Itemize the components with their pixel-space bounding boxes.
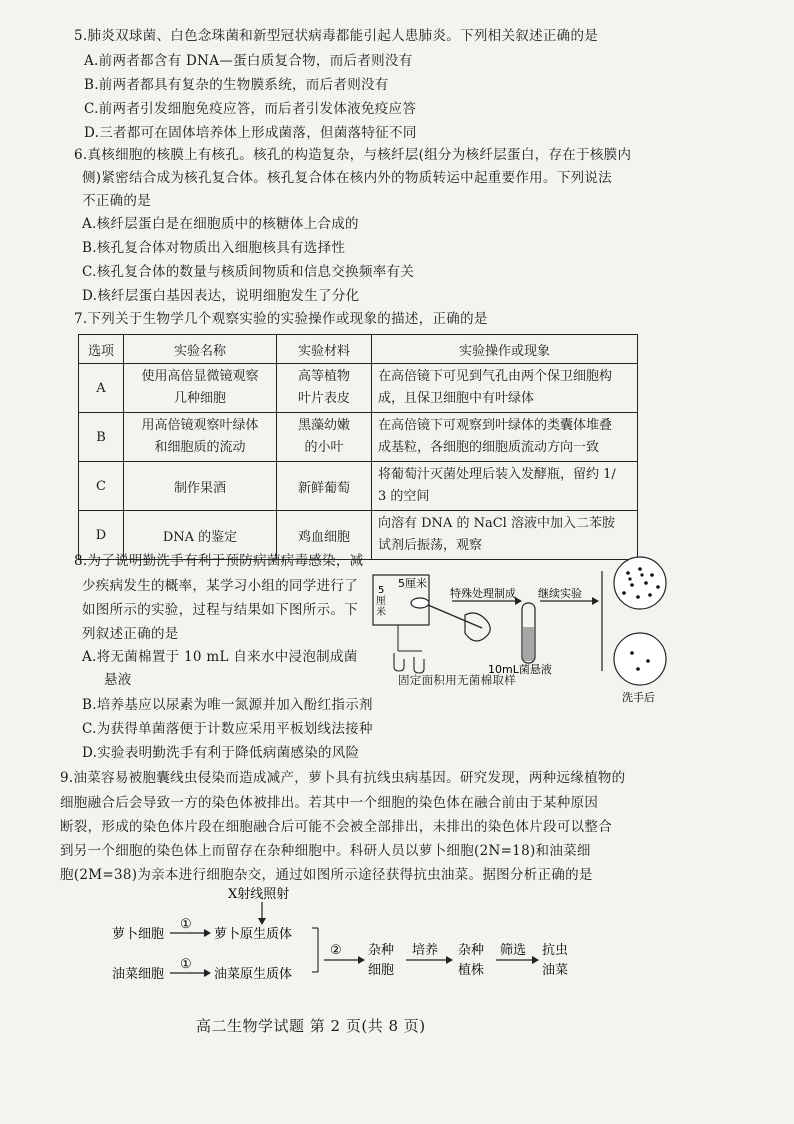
test-tube-liquid <box>523 627 534 661</box>
step1-label: 特殊处理制成 <box>450 587 516 600</box>
arrow-rape-head <box>204 969 211 977</box>
rape-cell: 油菜细胞 <box>112 967 165 982</box>
question-6-stem-line-2: 侧)紧密结合成为核孔复合体。核孔复合体在核内外的物质转运中起重要作用。下列说法 <box>82 170 612 186</box>
step1-radish: ① <box>180 917 192 932</box>
question-8-option-b: B.培养基应以尿素为唯一氮源并加入酚红指示剂 <box>82 697 373 713</box>
hybrid-plant-1: 杂种 <box>458 943 485 958</box>
question-8-stem-line-4: 列叙述正确的是 <box>82 626 179 642</box>
xray-label: X射线照射 <box>228 887 290 902</box>
arrow-fusion-head <box>358 956 365 964</box>
row-name: 使用高倍显微镜观察 几种细胞 <box>124 364 277 413</box>
question-8-stem-line-1: 8.为了说明勤洗手有利于预防病菌病毒感染，减 <box>74 553 364 569</box>
xray-arrow-head <box>258 918 266 925</box>
row-material: 新鲜葡萄 <box>277 462 372 511</box>
question-9-stem-line-5: 胞(2M=38)为亲本进行细胞杂交，通过如图所示途径获得抗虫油菜。据图分析正确的是 <box>60 867 593 883</box>
question-8-stem-line-3: 如图所示的实验，过程与结果如下图所示。下 <box>82 602 358 618</box>
header-operation: 实验操作或现象 <box>372 335 638 364</box>
row-option: D <box>79 511 124 560</box>
header-experiment-name: 实验名称 <box>124 335 277 364</box>
question-9-stem-line-2: 细胞融合后会导致一方的染色体被排出。若其中一个细胞的染色体在融合前由于某种原因 <box>60 795 599 811</box>
row-operation: 在高倍镜下可见到气孔由两个保卫细胞构 成，且保卫细胞中有叶绿体 <box>372 364 638 413</box>
rape-protoplast: 油菜原生质体 <box>214 967 293 982</box>
row-name: 制作果酒 <box>124 462 277 511</box>
arrow-step1-head <box>515 597 522 605</box>
row-option: B <box>79 413 124 462</box>
pointing-hand-icon <box>394 653 404 671</box>
header-option: 选项 <box>79 335 124 364</box>
row-option: A <box>79 364 124 413</box>
hybrid-cell-1: 杂种 <box>368 943 395 958</box>
arrow-screen-head <box>532 956 539 964</box>
hybrid-plant-2: 植株 <box>458 963 485 978</box>
question-5-stem: 5.肺炎双球菌、白色念珠菌和新型冠状病毒都能引起人患肺炎。下列相关叙述正确的是 <box>74 28 599 44</box>
swab-head <box>411 598 429 608</box>
question-6-stem-line-3: 不正确的是 <box>82 193 151 209</box>
question-8-option-c: C.为获得单菌落便于计数应采用平板划线法接种 <box>82 721 373 737</box>
row-operation: 向溶有 DNA 的 NaCl 溶液中加入二苯胺 试剂后振荡，观察 <box>372 511 638 560</box>
row-option: C <box>79 462 124 511</box>
step2-label: 继续实验 <box>538 587 582 600</box>
radish-cell: 萝卜细胞 <box>112 927 165 942</box>
hand-icon <box>465 613 490 641</box>
question-6-stem-line-1: 6.真核细胞的核膜上有核孔。核孔的构造复杂，与核纤层(组分为核纤层蛋白，存在于核膜内 <box>74 147 632 163</box>
figure-caption: 固定面积用无菌棉取样 <box>398 673 516 687</box>
row-operation: 将葡萄汁灭菌处理后装入发酵瓶，留约 1/ 3 的空间 <box>372 462 638 511</box>
cell-fusion-flow-diagram <box>100 882 580 1002</box>
step2-label: ② <box>330 943 342 958</box>
question-9-stem-line-4: 到另一个细胞的染色体上而留存在杂种细胞中。科研人员以萝卜细胞(2N=18)和油菜细 <box>60 843 591 859</box>
arrow-radish-head <box>204 929 211 937</box>
question-9-stem-line-1: 9.油菜容易被胞囊线虫侵染而造成减产，萝卜具有抗线虫病基因。研究发现，两种远缘植物的 <box>60 770 626 786</box>
question-8-option-a: A.将无菌棉置于 10 mL 自来水中浸泡制成菌 <box>82 649 358 665</box>
petri-dish-after <box>614 633 666 685</box>
question-6-option-c: C.核孔复合体的数量与核质间物质和信息交换频率有关 <box>82 264 415 280</box>
hybrid-cell-2: 细胞 <box>368 963 395 978</box>
question-8-option-d: D.实验表明勤洗手有利于降低病菌感染的风险 <box>82 745 360 761</box>
result-2: 油菜 <box>542 963 569 978</box>
radish-protoplast: 萝卜原生质体 <box>214 927 293 942</box>
swab-stick <box>428 605 482 628</box>
question-6-option-b: B.核孔复合体对物质出入细胞核具有选择性 <box>82 240 346 256</box>
tube-label: 10mL菌悬液 <box>488 663 552 676</box>
experiment-table <box>78 334 638 560</box>
row-material: 黑藻幼嫩 的小叶 <box>277 413 372 462</box>
question-8-option-a-cont: 悬液 <box>104 672 132 688</box>
table-header-row <box>79 335 638 364</box>
arrow-culture-head <box>446 956 453 964</box>
table-row <box>79 413 638 462</box>
row-material: 鸡血细胞 <box>277 511 372 560</box>
header-material: 实验材料 <box>277 335 372 364</box>
question-8-stem-line-2: 少疾病发生的概率，某学习小组的同学进行了 <box>82 578 358 594</box>
row-operation: 在高倍镜下可观察到叶绿体的类囊体堆叠 成基粒，各细胞的细胞质流动方向一致 <box>372 413 638 462</box>
question-9-stem-line-3: 断裂，形成的染色体片段在细胞融合后可能不会被全部排出，未排出的染色体片段可以整合 <box>60 819 612 835</box>
question-5-option-c: C.前两者引发细胞免疫应答，而后者引发体液免疫应答 <box>84 101 417 117</box>
question-6-option-a: A.核纤层蛋白是在细胞质中的核糖体上合成的 <box>82 216 359 232</box>
question-6-option-d: D.核纤层蛋白基因表达，说明细胞发生了分化 <box>82 288 360 304</box>
page-footer: 高二生物学试题 第 2 页(共 8 页) <box>196 1017 426 1035</box>
row-material: 高等植物 叶片表皮 <box>277 364 372 413</box>
square-side-label: 5 厘米 <box>376 585 386 618</box>
row-name: 用高倍镜观察叶绿体 和细胞质的流动 <box>124 413 277 462</box>
row-name: DNA 的鉴定 <box>124 511 277 560</box>
square-top-label: 5厘米 <box>398 577 427 590</box>
culture-label: 培养 <box>412 943 439 958</box>
arrow-step2-head <box>592 597 599 605</box>
screen-label: 筛选 <box>500 943 527 958</box>
pointing-hand-icon-2 <box>414 657 424 673</box>
result-1: 抗虫 <box>542 943 569 958</box>
table-row <box>79 462 638 511</box>
petri-dish-before <box>614 557 666 609</box>
table-row <box>79 364 638 413</box>
question-5-option-a: A.前两者都含有 DNA—蛋白质复合物，而后者则没有 <box>84 53 413 69</box>
after-label: 洗手后 <box>622 691 655 703</box>
question-5-option-d: D.三者都可在固体培养体上形成菌落，但菌落特征不同 <box>84 125 417 141</box>
step1-rape: ① <box>180 957 192 972</box>
question-7-stem: 7.下列关于生物学几个观察实验的实验操作或现象的描述，正确的是 <box>74 311 488 327</box>
question-5-option-b: B.前两者都具有复杂的生物膜系统，而后者则没有 <box>84 77 389 93</box>
